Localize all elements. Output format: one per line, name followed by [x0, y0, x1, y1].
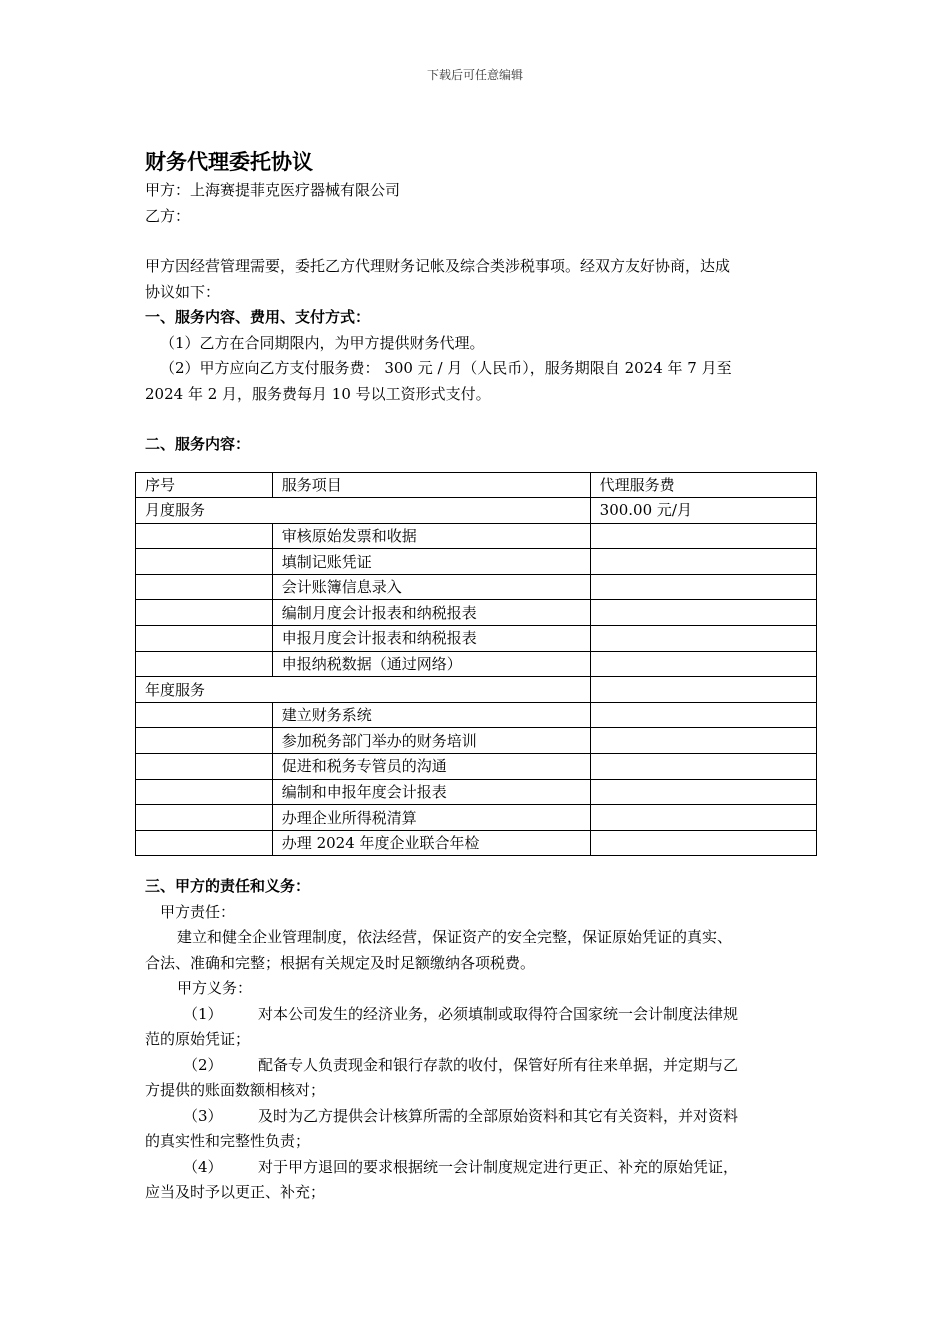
table-row-annual [136, 677, 817, 703]
header-cell-no: 序号 [136, 472, 273, 498]
responsibility-text-line-1: 建立和健全企业管理制度，依法经营，保证资产的安全完整，保证原始凭证的真实、 [177, 928, 733, 947]
header-cell-fee: 代理服务费 [590, 472, 816, 498]
annual-item: 办理企业所得税清算 [272, 805, 590, 831]
table-row [136, 830, 817, 856]
table-row [136, 600, 817, 626]
document-title: 财务代理委托协议 [145, 149, 313, 174]
document-body [145, 148, 810, 1206]
table-row [136, 805, 817, 831]
duty-text-cont: 的真实性和完整性负责； [145, 1132, 311, 1151]
duty-text-cont: 方提供的账面数额相核对； [145, 1081, 326, 1100]
table-row [136, 728, 817, 754]
table-header-row [136, 472, 817, 498]
duty-text: 对本公司发生的经济业务，必须填制或取得符合国家统一会计制度法律规 [258, 1004, 739, 1023]
duty-item [145, 1155, 810, 1206]
party-b: 乙方： [145, 206, 191, 225]
section3-heading: 三、甲方的责任和义务： [145, 877, 311, 896]
header-note: 下载后可任意编辑 [426, 68, 523, 82]
responsibility-text-line-2: 合法、准确和完整；根据有关规定及时足额缴纳各项税费。 [145, 953, 536, 972]
monthly-item: 会计账簿信息录入 [272, 574, 590, 600]
table-row [136, 702, 817, 728]
s1-item-1: （1）乙方在合同期限内，为甲方提供财务代理。 [160, 333, 485, 352]
annual-item: 编制和申报年度会计报表 [272, 779, 590, 805]
monthly-item: 审核原始发票和收据 [272, 523, 590, 549]
table-row [136, 523, 817, 549]
responsibility-label: 甲方责任： [160, 902, 236, 921]
table-row [136, 651, 817, 677]
intro-line-2: 协议如下： [145, 282, 221, 301]
duty-number: （3） [183, 1106, 223, 1125]
s1-item-2-line-2: 2024 年 2 月，服务费每月 10 号以工资形式支付。 [145, 384, 491, 403]
annual-item: 促进和税务专管员的沟通 [272, 754, 590, 780]
duty-label: 甲方义务： [177, 979, 253, 998]
duty-item [145, 1002, 810, 1053]
duty-text: 配备专人负责现金和银行存款的收付，保管好所有往来单据，并定期与乙 [258, 1055, 739, 1074]
duty-text-cont: 应当及时予以更正、补充； [145, 1183, 326, 1202]
monthly-item: 申报月度会计报表和纳税报表 [272, 626, 590, 652]
duty-text-cont: 范的原始凭证； [145, 1030, 251, 1049]
duty-number: （2） [183, 1055, 223, 1074]
s1-item-2-line-1: （2）甲方应向乙方支付服务费： 300 元 / 月（人民币），服务期限自 2024 年 7 月至 [160, 359, 732, 377]
section2-heading: 二、服务内容： [145, 435, 251, 453]
monthly-fee: 300.00 元/月 [590, 498, 816, 524]
monthly-item: 编制月度会计报表和纳税报表 [272, 600, 590, 626]
service-table [135, 472, 817, 857]
annual-item: 办理 2024 年度企业联合年检 [272, 830, 590, 856]
duty-item [145, 1053, 810, 1104]
annual-label: 年度服务 [136, 677, 591, 703]
party-a: 甲方：上海赛提菲克医疗器械有限公司 [145, 181, 401, 199]
section1-heading: 一、服务内容、费用、支付方式： [145, 308, 371, 326]
duty-number: （4） [183, 1157, 223, 1176]
monthly-item: 申报纳税数据（通过网络） [272, 651, 590, 677]
table-row [136, 754, 817, 780]
duty-text: 对于甲方退回的要求根据统一会计制度规定进行更正、补充的原始凭证， [258, 1157, 739, 1176]
monthly-item: 填制记账凭证 [272, 549, 590, 575]
monthly-label: 月度服务 [136, 498, 591, 524]
annual-item: 参加税务部门举办的财务培训 [272, 728, 590, 754]
table-row [136, 549, 817, 575]
duty-number: （1） [183, 1004, 223, 1023]
duty-list [145, 1002, 810, 1206]
table-row-monthly [136, 498, 817, 524]
table-row [136, 779, 817, 805]
intro-line-1: 甲方因经营管理需要，委托乙方代理财务记帐及综合类涉税事项。经双方友好协商，达成 [145, 257, 731, 275]
header-cell-item: 服务项目 [272, 472, 590, 498]
table-row [136, 626, 817, 652]
annual-item: 建立财务系统 [272, 702, 590, 728]
table-row [136, 574, 817, 600]
duty-item [145, 1104, 810, 1155]
duty-text: 及时为乙方提供会计核算所需的全部原始资料和其它有关资料，并对资料 [258, 1106, 739, 1125]
